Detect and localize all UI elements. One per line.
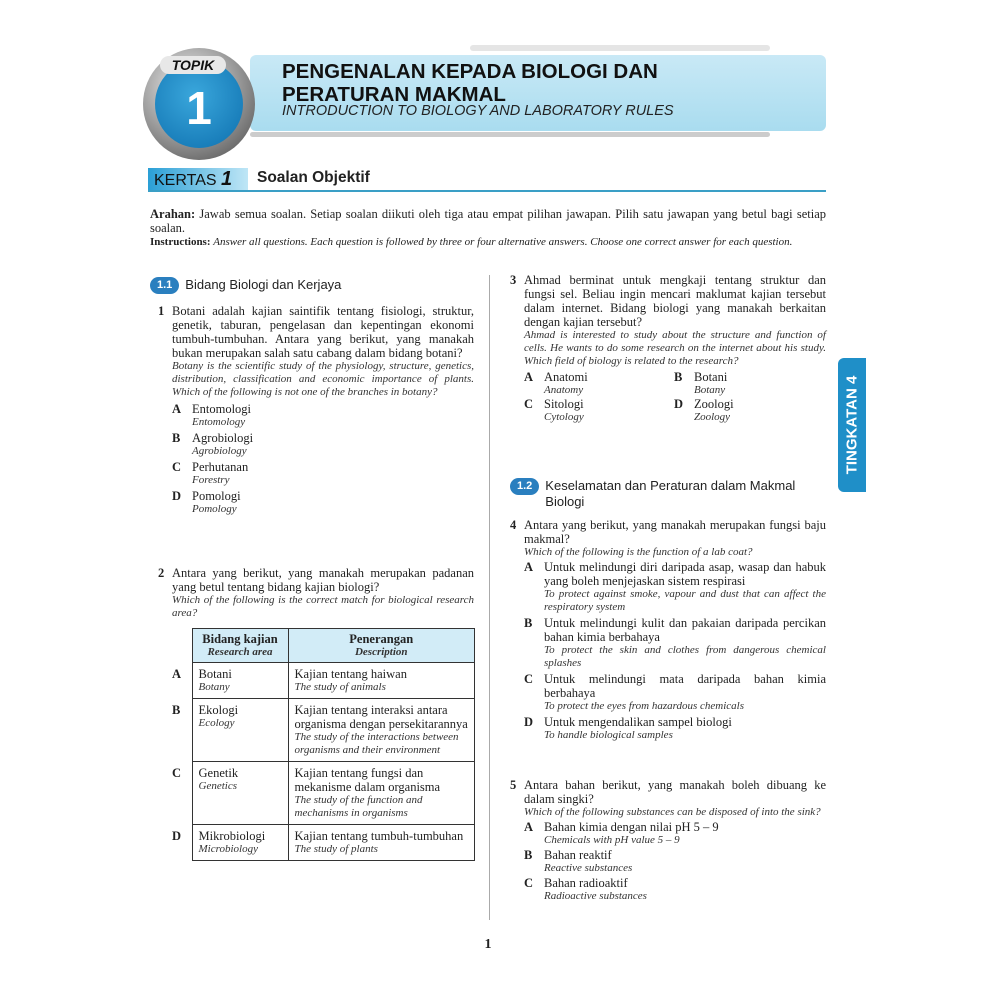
option-c[interactable] bbox=[524, 876, 826, 903]
option-text: Entomologi bbox=[192, 402, 252, 416]
cell-text: Mikrobiologi bbox=[198, 829, 266, 843]
option-text: Perhutanan bbox=[192, 460, 249, 474]
title-line: PENGENALAN KEPADA BIOLOGI DAN bbox=[282, 60, 658, 83]
question-number: 4 bbox=[510, 518, 517, 532]
section-title: Keselamatan dan Peraturan dalam Makmal Biologi bbox=[545, 478, 796, 509]
option-letter: D bbox=[674, 397, 684, 411]
option-letter: A bbox=[524, 820, 534, 834]
table-header bbox=[288, 629, 475, 663]
question-5 bbox=[510, 778, 826, 903]
option-text: Untuk melindungi kulit dan pakaian daripada percikan bahan kimia berbahaya bbox=[544, 616, 826, 644]
question-number: 3 bbox=[510, 273, 517, 287]
side-tab bbox=[838, 358, 866, 492]
cell-translation: The study of the function and mechanisms in organisms bbox=[294, 794, 423, 819]
section-title: Bidang Biologi dan Kerjaya bbox=[185, 277, 342, 292]
arahan-text: Jawab semua soalan. Setiap soalan diikuti oleh tiga atau empat pilihan jawapan. Pilih satu jawapan yang betul bagi setiap soalan. bbox=[150, 207, 827, 235]
option-c[interactable] bbox=[172, 460, 474, 487]
question-translation: Which of the following is the function of a lab coat? bbox=[524, 546, 753, 558]
option-a[interactable] bbox=[524, 560, 826, 614]
section-heading bbox=[510, 478, 820, 510]
instructions bbox=[150, 207, 826, 249]
option-translation: To handle biological samples bbox=[544, 729, 673, 741]
option-letter: A bbox=[172, 402, 182, 416]
cell-translation: The study of the interactions between organisms and their environment bbox=[294, 731, 459, 756]
kertas-title: Soalan Objektif bbox=[257, 169, 370, 186]
cell-translation: Botany bbox=[198, 681, 230, 693]
option-translation: Entomology bbox=[192, 416, 246, 428]
option-translation: Agrobiology bbox=[192, 445, 247, 457]
option-text: Untuk mengendalikan sampel biologi bbox=[544, 715, 732, 729]
header-decor-line bbox=[250, 132, 770, 137]
answer-table bbox=[172, 628, 475, 861]
option-translation: Forestry bbox=[192, 474, 230, 486]
option-letter: D bbox=[524, 715, 534, 729]
option-translation: Pomology bbox=[192, 503, 237, 515]
option-letter: B bbox=[524, 848, 533, 862]
area-cell bbox=[192, 762, 288, 825]
option-text: Bahan reaktif bbox=[544, 848, 612, 862]
option-text: Bahan kimia dengan nilai pH 5 – 9 bbox=[544, 820, 719, 834]
question-3 bbox=[510, 273, 826, 424]
table-header bbox=[192, 629, 288, 663]
question-text: Antara yang berikut, yang manakah merupakan padanan yang betul tentang bidang kajian biologi? bbox=[172, 566, 474, 594]
question-4 bbox=[510, 518, 826, 742]
option-letter: A bbox=[524, 560, 534, 574]
option-letter: C bbox=[172, 460, 182, 474]
cell-translation: The study of plants bbox=[294, 843, 378, 855]
option-c[interactable] bbox=[524, 397, 674, 424]
desc-cell bbox=[288, 699, 475, 762]
option-text: Sitologi bbox=[544, 397, 584, 411]
question-1 bbox=[158, 304, 474, 516]
option-b[interactable] bbox=[172, 431, 474, 458]
option-translation: Anatomy bbox=[544, 384, 584, 396]
section-heading bbox=[150, 277, 341, 294]
question-translation: Botany is the scientific study of the physiology, structure, genetics, distribution, classification and economic importance of plants. Which of the following is not one of the branches in botany? bbox=[172, 360, 474, 398]
area-cell bbox=[192, 699, 288, 762]
cell-text: Kajian tentang fungsi dan mekanisme dalam organisma bbox=[294, 766, 441, 794]
row-letter: C bbox=[172, 765, 182, 780]
question-text: Ahmad berminat untuk mengkaji tentang struktur dan fungsi sel. Beliau ingin mencari maklumat kajian tersebut dalam internet. Bidang biologi yang manakah berkaitan dengan kajian tersebut? bbox=[524, 273, 826, 329]
topik-label: TOPIK bbox=[160, 56, 226, 74]
cell-text: Botani bbox=[198, 667, 232, 681]
option-letter: C bbox=[524, 397, 534, 411]
option-letter: B bbox=[524, 616, 533, 630]
option-translation: Reactive substances bbox=[544, 862, 633, 874]
cell-text: Ekologi bbox=[198, 703, 239, 717]
cell-text: Kajian tentang haiwan bbox=[294, 667, 407, 681]
area-cell bbox=[192, 825, 288, 861]
option-d[interactable] bbox=[524, 715, 826, 742]
option-b[interactable] bbox=[524, 848, 826, 875]
table-row[interactable] bbox=[172, 762, 475, 825]
header-decor-line bbox=[470, 45, 770, 51]
option-letter: C bbox=[524, 876, 534, 890]
instructions-label: Instructions: bbox=[150, 236, 211, 248]
cell-translation: Microbiology bbox=[198, 843, 258, 855]
option-text: Botani bbox=[694, 370, 728, 384]
desc-cell bbox=[288, 825, 475, 861]
question-text: Antara yang berikut, yang manakah merupakan fungsi baju makmal? bbox=[524, 518, 826, 546]
title-line: PERATURAN MAKMAL bbox=[282, 83, 506, 106]
option-text: Agrobiologi bbox=[192, 431, 254, 445]
row-letter: A bbox=[172, 666, 182, 681]
divider bbox=[148, 190, 826, 192]
option-b[interactable] bbox=[524, 616, 826, 670]
section-number: 1.1 bbox=[150, 277, 179, 294]
cell-text: Genetik bbox=[198, 766, 239, 780]
section-number: 1.2 bbox=[510, 478, 539, 495]
page-number: 1 bbox=[484, 937, 492, 952]
header-text: Penerangan bbox=[349, 632, 414, 646]
option-text: Zoologi bbox=[694, 397, 734, 411]
option-a[interactable] bbox=[524, 820, 826, 847]
kertas-label bbox=[148, 168, 248, 190]
question-number: 1 bbox=[158, 304, 165, 318]
option-translation: To protect against smoke, vapour and dust that can affect the respiratory system bbox=[544, 588, 826, 613]
cell-translation: Ecology bbox=[198, 717, 235, 729]
desc-cell bbox=[288, 762, 475, 825]
question-text: Antara bahan berikut, yang manakah boleh dibuang ke dalam singki? bbox=[524, 778, 826, 806]
row-letter: B bbox=[172, 702, 181, 717]
option-translation: Radioactive substances bbox=[544, 890, 647, 902]
option-translation: Chemicals with pH value 5 – 9 bbox=[544, 834, 680, 846]
desc-cell bbox=[288, 663, 475, 699]
option-letter: A bbox=[524, 370, 534, 384]
cell-text: Kajian tentang interaksi antara organisma dengan persekitarannya bbox=[294, 703, 468, 731]
question-translation: Which of the following substances can be disposed of into the sink? bbox=[524, 806, 821, 818]
area-cell bbox=[192, 663, 288, 699]
topik-number: 1 bbox=[186, 82, 212, 134]
option-letter: C bbox=[524, 672, 534, 686]
question-number: 5 bbox=[510, 778, 517, 792]
option-d[interactable] bbox=[674, 397, 824, 424]
table-row[interactable] bbox=[172, 663, 475, 699]
option-text: Pomologi bbox=[192, 489, 241, 503]
option-letter: D bbox=[172, 489, 182, 503]
option-text: Untuk melindungi mata daripada bahan kimia berbahaya bbox=[544, 672, 826, 700]
option-translation: To protect the eyes from hazardous chemicals bbox=[544, 700, 745, 712]
instructions-text: Answer all questions. Each question is followed by three or four alternative answers. Choose one correct answer for each question. bbox=[213, 236, 793, 248]
option-c[interactable] bbox=[524, 672, 826, 713]
kertas-text: KERTAS bbox=[154, 172, 217, 189]
option-b[interactable] bbox=[674, 370, 824, 397]
arahan-label: Arahan: bbox=[150, 207, 196, 221]
question-translation: Ahmad is interested to study about the structure and function of cells. He wants to do some research on the internet about his study. Which field of biology is related to the research? bbox=[524, 329, 826, 367]
cell-text: Kajian tentang tumbuh-tumbuhan bbox=[294, 829, 464, 843]
question-text: Botani adalah kajian saintifik tentang fisiologi, struktur, genetik, taburan, pengelasan dan kepentingan ekonomi tumbuh-tumbuhan. Antara yang berikut, yang manakah bukan merupakan salah satu cabang dalam bidang botani? bbox=[172, 304, 474, 360]
option-a[interactable] bbox=[172, 402, 474, 429]
option-text: Bahan radioaktif bbox=[544, 876, 628, 890]
table-row[interactable] bbox=[172, 825, 475, 861]
header-translation: Research area bbox=[207, 646, 273, 658]
page-title bbox=[282, 60, 658, 106]
page-subtitle: INTRODUCTION TO BIOLOGY AND LABORATORY RULES bbox=[282, 103, 674, 119]
cell-translation: Genetics bbox=[198, 780, 237, 792]
cell-translation: The study of animals bbox=[294, 681, 386, 693]
kertas-number: 1 bbox=[221, 168, 233, 190]
option-letter: B bbox=[674, 370, 683, 384]
header-translation: Description bbox=[354, 646, 408, 658]
option-letter: B bbox=[172, 431, 181, 445]
option-translation: Zoology bbox=[694, 411, 731, 423]
option-d[interactable] bbox=[172, 489, 474, 516]
question-number: 2 bbox=[158, 566, 165, 580]
row-letter: D bbox=[172, 828, 182, 843]
side-tab-label: TINGKATAN 4 bbox=[843, 375, 861, 475]
option-a[interactable] bbox=[524, 370, 674, 397]
option-text: Untuk melindungi diri daripada asap, wasap dan habuk yang boleh menjejaskan sistem respirasi bbox=[544, 560, 826, 588]
option-text: Anatomi bbox=[544, 370, 588, 384]
option-translation: Cytology bbox=[544, 411, 584, 423]
option-translation: Botany bbox=[694, 384, 726, 396]
column-divider bbox=[489, 275, 490, 920]
question-2 bbox=[158, 566, 474, 620]
header-text: Bidang kajian bbox=[202, 632, 278, 646]
table-row[interactable] bbox=[172, 699, 475, 762]
option-translation: To protect the skin and clothes from dangerous chemical splashes bbox=[544, 644, 826, 669]
question-translation: Which of the following is the correct match for biological research area? bbox=[172, 594, 474, 619]
